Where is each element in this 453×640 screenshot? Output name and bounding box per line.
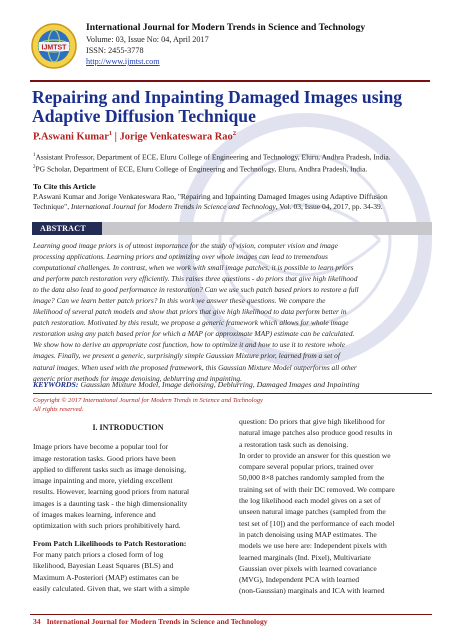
body-right-column — [239, 416, 429, 597]
text-line: images is a daunting task - the high dimensionality — [33, 498, 188, 508]
text-line: models we use here are: Independent pixels with — [239, 541, 387, 551]
keywords-divider — [33, 393, 432, 394]
text-line: compare several popular priors, trained over — [239, 462, 374, 472]
abstract-label: ABSTRACT — [32, 222, 102, 235]
text-line: easily calculated. Given that, we start with a simple — [33, 583, 190, 593]
author-1: P.Aswani Kumar — [33, 131, 109, 143]
text-line: a restoration task such as denoising. — [239, 439, 349, 449]
text-line: learned marginals (Ind. Pixel), Multivariate — [239, 552, 371, 562]
citation-heading: To Cite this Article — [33, 182, 96, 191]
text-line: the log likelihood each model gives on a set of — [239, 496, 381, 506]
text-line: processing applications. Learning priors and optimizing over whole images can lead to tremendous — [33, 252, 328, 262]
journal-header — [30, 22, 430, 78]
journal-info — [86, 22, 431, 67]
right-column-paragraph — [239, 416, 429, 597]
logo-text: IJMTST — [41, 44, 67, 52]
text-line: applied to different tasks such as image denoising, — [33, 464, 186, 474]
text-line: in patch denoising using MAP estimates. The — [239, 529, 377, 539]
abstract-header-bar — [32, 222, 432, 235]
issn: ISSN: 2455-3778 — [86, 46, 144, 55]
keywords-text: Gaussian Mixture Model, Image denoising, Deblurring, Damaged Images and Inpainting — [78, 380, 360, 389]
body-left-column — [33, 418, 223, 594]
journal-name: International Journal for Modern Trends in Science and Technology — [86, 22, 366, 33]
text-line: image? Can we learn better patch priors? In this work we answer these questions. We compare the — [33, 296, 326, 306]
affiliation-1: $^1$Assistant Professor, Department of ECE, Eluru College of Engineering and Technology, Eluru, Andhra Pradesh, India. — [33, 152, 391, 162]
text-line: Learning good image priors is of utmost importance for the study of vision, computer vision and image — [33, 241, 338, 250]
author-2-affil-mark: 2 — [232, 130, 236, 137]
subsection-paragraph — [33, 549, 223, 594]
text-line: to the data also lead to good performance in restoration? Can we use such patch based priors to restore a full — [33, 285, 359, 295]
text-line: unseen natural image patches (sampled from the — [239, 507, 386, 517]
text-line: of images makes learning, inference and — [33, 510, 156, 520]
text-line: question: Do priors that give high likelihood for — [239, 417, 385, 426]
text-line: restoration using any patch based prior for which a MAP (or approximate MAP) estimate can be calculated. — [33, 329, 355, 339]
text-line: likelihood, Bayesian Least Squares (BLS) and — [33, 561, 174, 571]
text-line: We show how to derive an appropriate cost function, how to optimize it and how to use it to restore whole — [33, 340, 345, 350]
footer-journal-name: International Journal for Modern Trends in Science and Technology — [46, 617, 268, 626]
paper-title: Repairing and Inpainting Damaged Images using Adaptive Diffusion Technique — [32, 87, 403, 126]
page-number: 34 — [33, 617, 41, 626]
author-2: Jorige Venkateswara Rao — [119, 131, 233, 143]
text-line: For many patch priors a closed form of log — [33, 549, 164, 559]
author-1-affil-mark: 1 — [108, 130, 113, 137]
text-line: Image priors have become a popular tool for — [33, 442, 169, 452]
intro-paragraph — [33, 441, 223, 531]
text-line: Gaussian over pixels with learned covariance — [239, 563, 377, 573]
text-line: likelihood of several patch models and show that priors that give high likelihood to data perform better in — [33, 307, 347, 317]
text-line: and perform patch restoration very efficiently. This raises three questions - do priors that give high likelihood — [33, 274, 358, 284]
citation-text: P.Aswani Kumar and Jorige Venkateswara Rao, "Repairing and Inpainting Damaged Images using Adaptive Diffusion Technique", International Journal for Modern Trends in Science and Technology, Vol. 03, Issue 04, 2017, pp. 34-39. — [33, 192, 388, 211]
text-line: computational challenges. In contrast, when we work with small image patches, it is possible to learn priors — [33, 263, 354, 273]
abstract-text — [33, 240, 432, 384]
text-line: generic prior methods for image denoising, deblurring and inpainting. — [33, 373, 242, 383]
volume-issue: Volume: 03, Issue No: 04, April 2017 — [86, 35, 209, 44]
text-line: 50,000 8×8 patches randomly sampled from the — [239, 473, 385, 483]
section-heading-introduction: I. INTRODUCTION — [92, 423, 164, 432]
copyright-notice: Copyright © 2017 International Journal for Modern Trends in Science and Technology All rights reserved. — [33, 397, 263, 413]
journal-url-link[interactable]: http://www.ijmtst.com — [86, 57, 160, 66]
text-line: optimization with such priors prohibitively hard. — [33, 521, 181, 531]
text-line: images. Finally, we present a generic, surprisingly simple Gaussian Mixture prior, learned from a set of — [33, 351, 340, 361]
subsection-heading: From Patch Likelihoods to Patch Restoration: — [33, 538, 187, 548]
keywords — [33, 380, 433, 389]
journal-logo — [30, 22, 78, 70]
author-separator: | — [112, 131, 120, 143]
text-line: patch restoration. Motivated by this result, we propose a generic framework which allows for whole image — [33, 318, 349, 328]
text-line: natural images. When used with the proposed framework, this Gaussian Mixture Model outperforms all other — [33, 362, 357, 372]
text-line: In order to provide an answer for this question we — [239, 450, 391, 460]
header-divider — [30, 80, 430, 82]
text-line: test set of [10]) and the performance of each model — [239, 518, 395, 528]
text-line: image inpainting and more, yielding excellent — [33, 476, 173, 486]
footer-divider — [30, 614, 432, 615]
text-line: (non-Gaussian) marginals and ICA with learned — [239, 586, 385, 596]
text-line: image restoration tasks. Good priors have been — [33, 453, 176, 463]
keywords-label: KEYWORDS: — [33, 380, 79, 389]
text-line: training set of with their DC removed. We compare — [239, 484, 395, 494]
text-line: Maximum A-Posteriori (MAP) estimates can be — [33, 572, 179, 582]
text-line: results. However, learning good priors from natural — [33, 487, 190, 497]
page-footer — [33, 617, 268, 626]
author-line — [33, 130, 236, 142]
text-line: (MVG), Independent PCA with learned — [239, 575, 359, 585]
affiliation-2: $^2$PG Scholar, Department of ECE, Eluru College of Engineering and Technology, Eluru, Andhra Pradesh, India. — [33, 164, 368, 174]
text-line: natural image patches also produce good results in — [239, 428, 393, 438]
